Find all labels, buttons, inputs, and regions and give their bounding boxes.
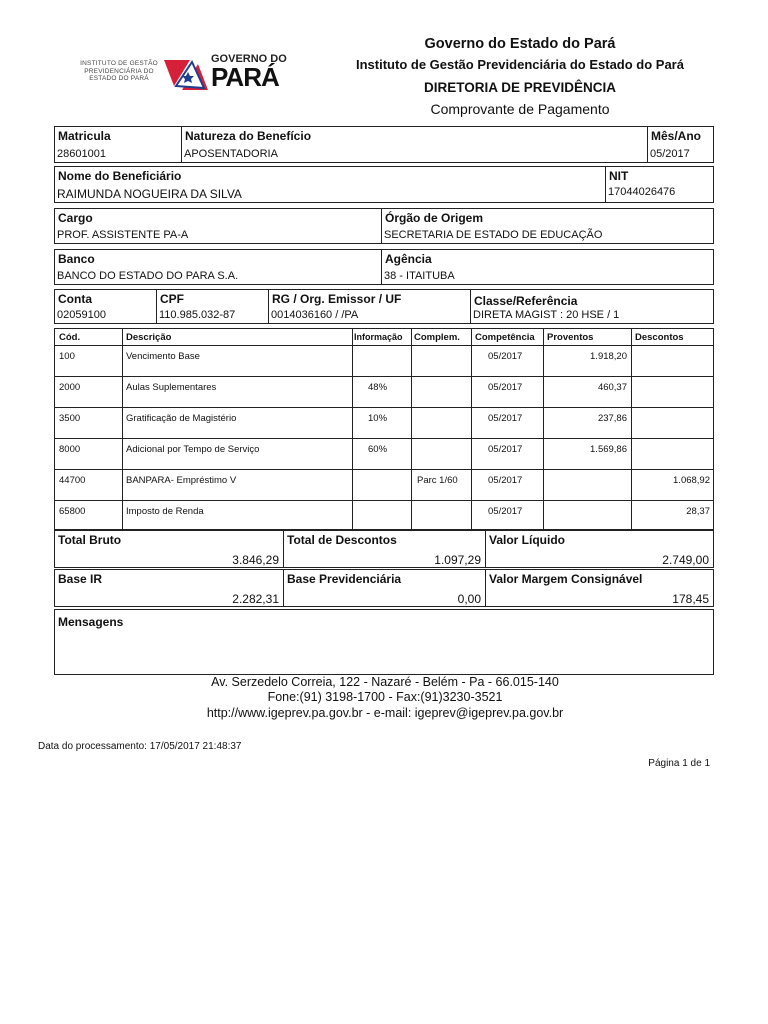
nome-field: Nome do Beneficiário RAIMUNDA NOGUEIRA DA SILVA [57,169,242,201]
cpf-field: CPF 110.985.032-87 [156,290,268,323]
info-row-4 [54,249,714,285]
banco-field: Banco BANCO DO ESTADO DO PARA S.A. [57,252,239,282]
conta-field: Conta 02059100 [57,292,106,321]
footer-address: Av. Serzedelo Correia, 122 - Nazaré - Belém - Pa - 66.015-140 [211,675,559,689]
header-government: Governo do Estado do Pará [424,36,616,52]
table-row: 100 Vencimento Base 05/2017 1.918,20 [55,346,713,377]
processing-date: Data do processamento: 17/05/2017 21:48:37 [38,741,242,752]
nit-field: NIT 17044026476 [605,167,713,202]
total-bruto-field: Total Bruto 3.846,29 [58,533,279,567]
header-institute: Instituto de Gestão Previdenciária do Estado do Pará [356,57,684,72]
table-row: 44700 BANPARA- Empréstimo V Parc 1/60 05/2017 1.068,92 [55,470,713,501]
footer-web: http://www.igeprev.pa.gov.br - e-mail: igeprev@igeprev.pa.gov.br [206,706,564,720]
info-row-3 [54,208,714,244]
matricula-field: Matricula 28601001 [57,129,111,160]
mensagens-label: Mensagens [58,615,124,629]
document-title: Comprovante de Pagamento [430,101,610,117]
table-row: 2000 Aulas Suplementares 48% 05/2017 460,37 [55,377,713,408]
table-row: 65800 Imposto de Renda 05/2017 28,37 [59,506,710,517]
header-directorate: DIRETORIA DE PREVIDÊNCIA [423,80,617,95]
igeprev-logo [78,52,303,94]
cargo-field: Cargo PROF. ASSISTENTE PA-A [57,211,189,241]
logo-governo-text: GOVERNO DO [211,53,287,65]
classe-field: Classe/Referência DIRETA MAGIST : 20 HSE / 1 [470,290,713,323]
totals-row-1 [54,530,714,568]
page-number: Página 1 de 1 [648,758,710,769]
agencia-field: Agência 38 - ITAITUBA [381,250,713,284]
info-row-5 [54,289,714,324]
para-flag-icon [164,56,208,90]
logo-para-text: PARÁ [211,62,279,92]
total-descontos-field: Total de Descontos 1.097,29 [283,531,485,567]
payment-items-table [54,328,714,530]
info-row-1 [54,126,714,163]
info-row-2 [54,166,714,203]
mensagens-box [54,609,714,675]
rg-field: RG / Org. Emissor / UF 0014036160 / /PA [268,290,470,323]
orgao-field: Órgão de Origem SECRETARIA DE ESTADO DE EDUCAÇÃO [381,209,713,243]
margem-consignavel-field: Valor Margem Consignável 178,45 [485,570,713,606]
valor-liquido-field: Valor Líquido 2.749,00 [485,531,713,567]
table-row: 3500 Gratificação de Magistério 10% 05/2017 237,86 [55,408,713,439]
base-previdenciaria-field: Base Previdenciária 0,00 [283,570,485,606]
footer-phone: Fone:(91) 3198-1700 - Fax:(91)3230-3521 [267,690,503,704]
base-ir-field: Base IR 2.282,31 [58,572,279,606]
natureza-field: Natureza do Benefício APOSENTADORIA [181,127,647,162]
items-header-row: Cód. Descrição Informação Complem. Competência Proventos Descontos [55,329,713,346]
logo-institute-text: INSTITUTO DE GESTÃO PREVIDENCIÁRIA DO ESTADO DO PARÁ [80,60,158,82]
table-row: 8000 Adicional por Tempo de Serviço 60% 05/2017 1.569,86 [55,439,713,470]
mes-ano-field: Mês/Ano 05/2017 [647,127,713,162]
totals-row-2 [54,569,714,607]
